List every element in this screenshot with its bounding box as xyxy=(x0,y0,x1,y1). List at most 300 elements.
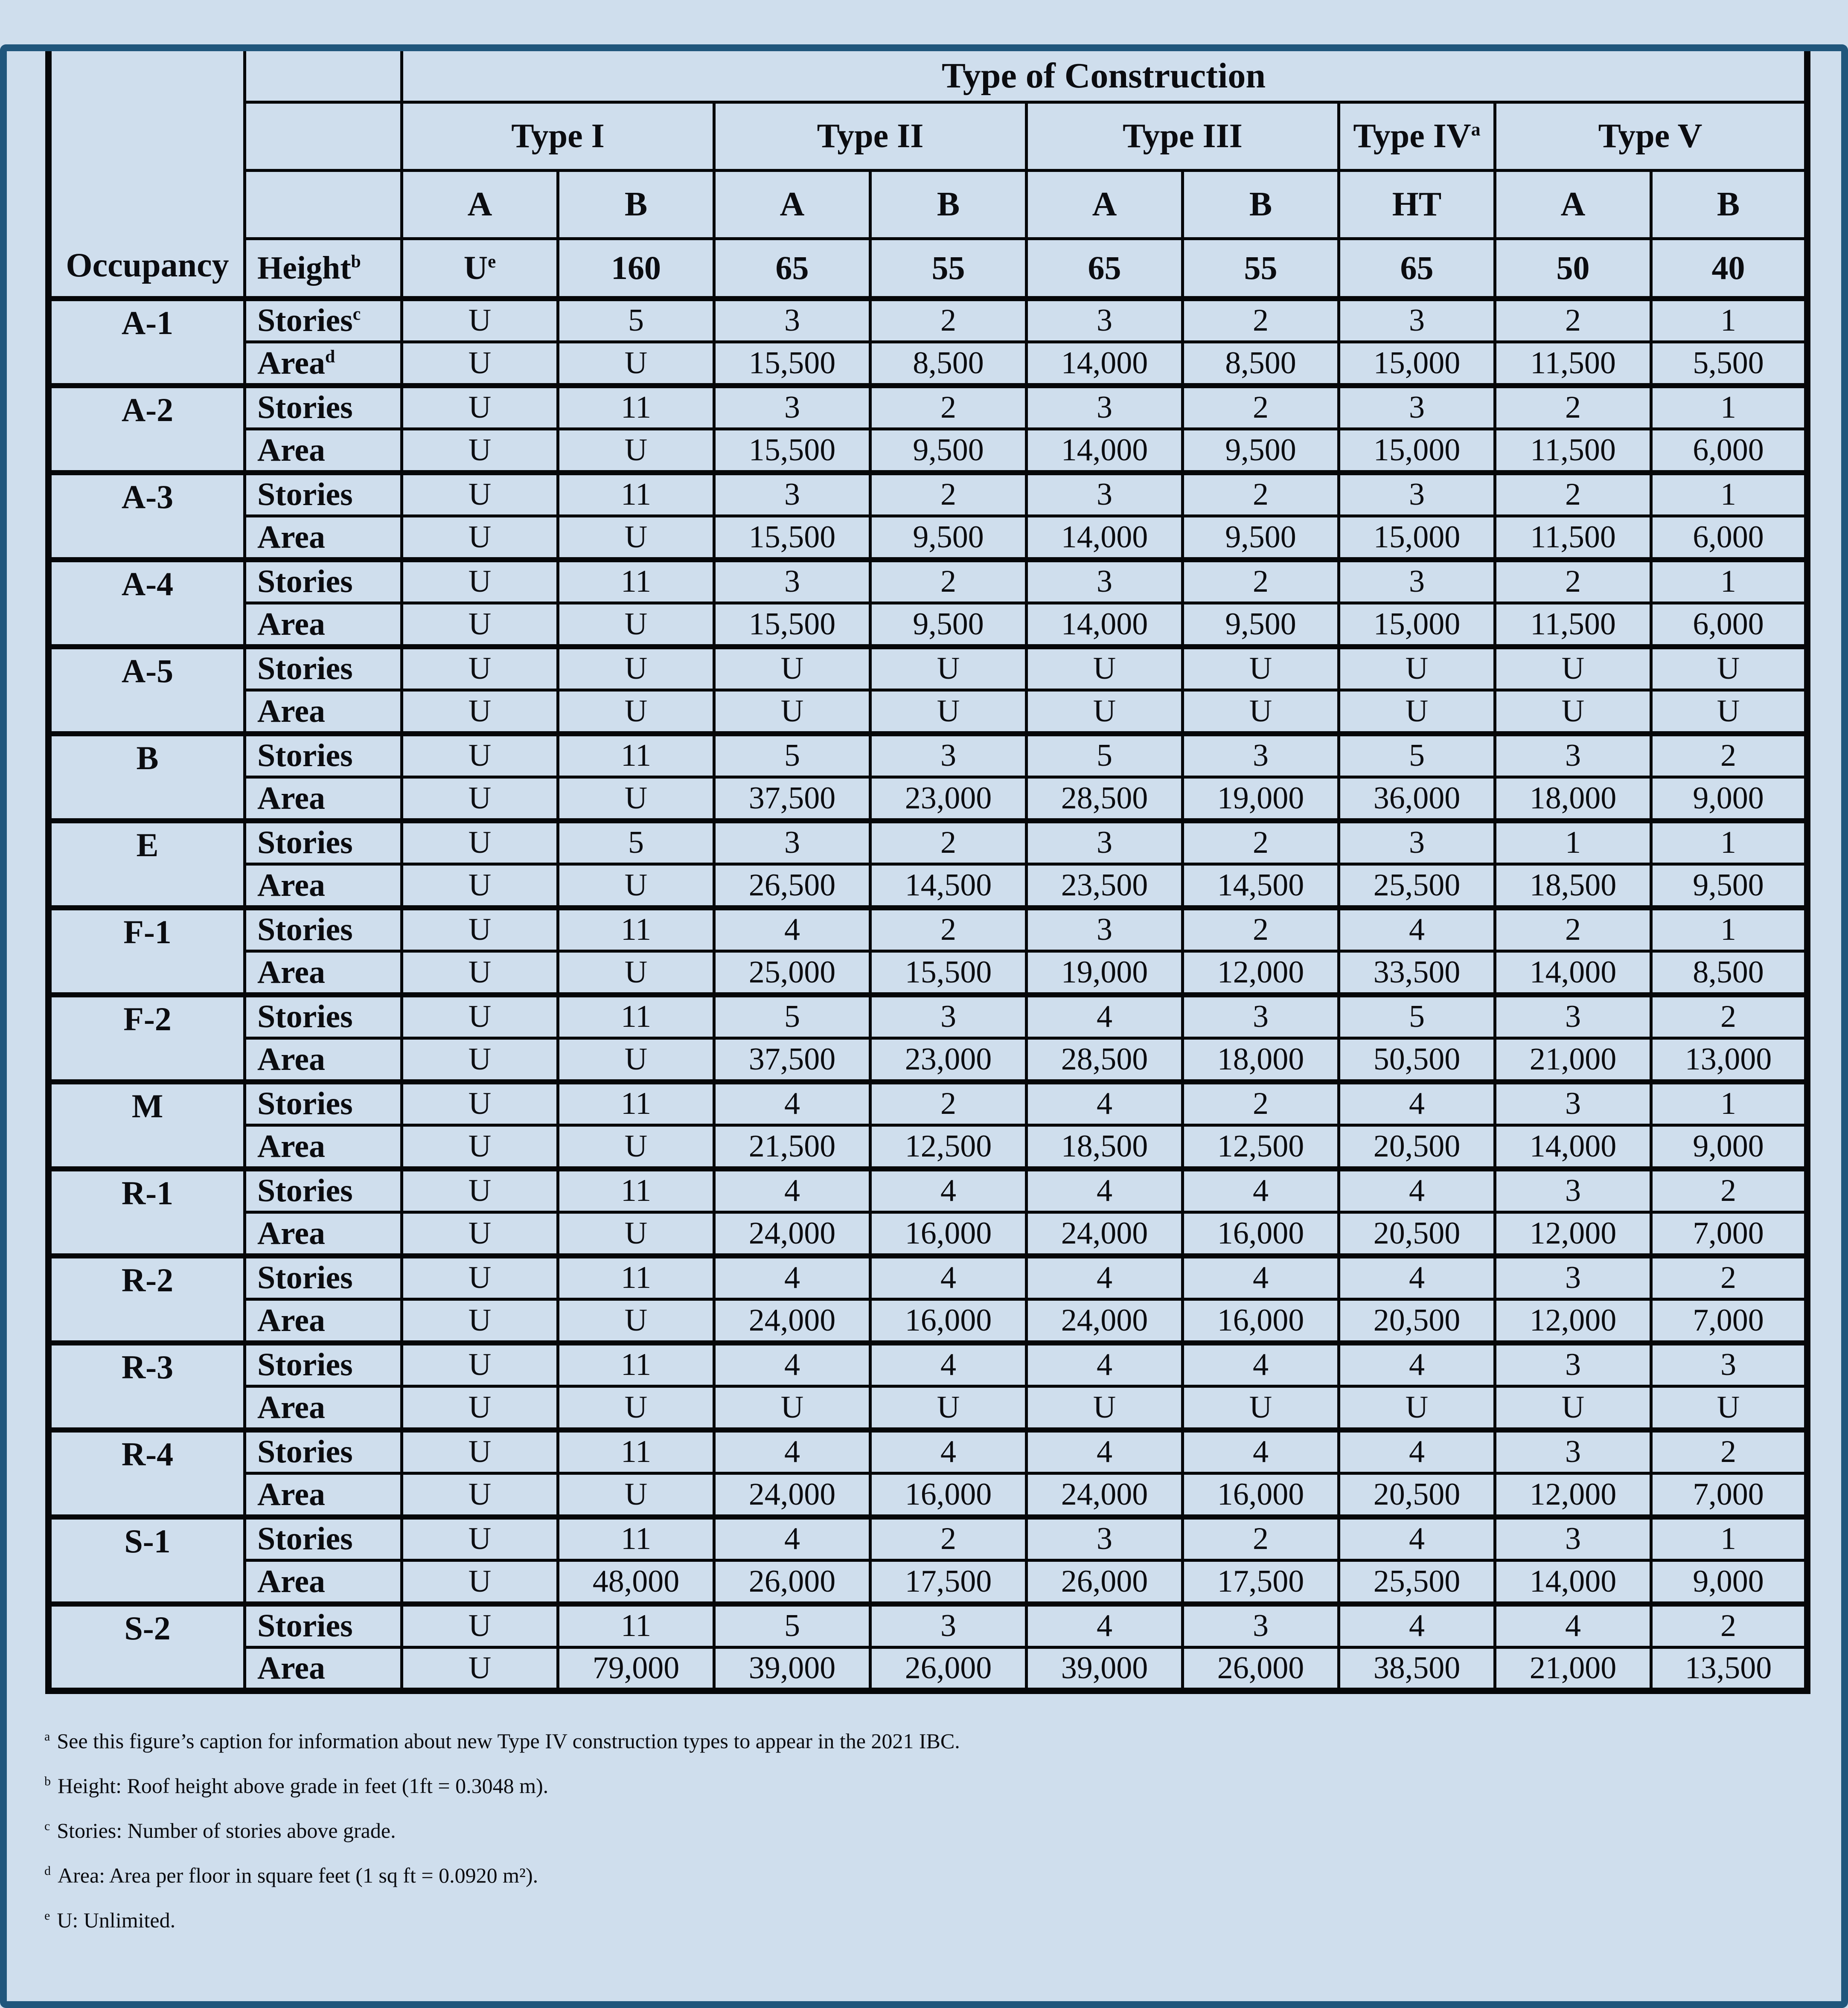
stories-cell: 4 xyxy=(1027,1082,1183,1125)
stories-cell: U xyxy=(1183,647,1339,690)
area-cell: 6,000 xyxy=(1651,516,1807,560)
stories-cell: U xyxy=(402,386,558,429)
area-cell: U xyxy=(402,1038,558,1082)
area-cell: 11,500 xyxy=(1495,603,1651,647)
type-iv-label: Type IV xyxy=(1353,117,1471,155)
area-cell: U xyxy=(870,690,1027,734)
stories-cell: 5 xyxy=(558,821,714,864)
area-cell: 9,000 xyxy=(1651,1560,1807,1604)
stories-cell: 4 xyxy=(1027,1604,1183,1648)
row-label xyxy=(245,647,402,690)
footnote-marker-d: d xyxy=(325,347,335,367)
area-cell: 18,500 xyxy=(1027,1125,1183,1169)
area-cell: 24,000 xyxy=(1027,1299,1183,1343)
row-label-text: Area xyxy=(257,1041,325,1077)
footnote-b-text: Height: Roof height above grade in feet (1ft = 0.3048 m). xyxy=(58,1774,549,1798)
stories-cell: 1 xyxy=(1651,1082,1807,1125)
area-cell: 9,000 xyxy=(1651,1125,1807,1169)
area-cell: 16,000 xyxy=(1183,1299,1339,1343)
area-cell: 39,000 xyxy=(714,1648,870,1691)
row-label-text: Area xyxy=(257,867,325,903)
stories-cell: 5 xyxy=(558,299,714,342)
stories-row-A-1 xyxy=(49,299,1807,342)
stories-cell: 3 xyxy=(1339,299,1495,342)
empty-header-cell xyxy=(245,102,402,171)
stories-row-S-1 xyxy=(49,1517,1807,1560)
stories-row-R-2 xyxy=(49,1256,1807,1299)
subtype-header: A xyxy=(402,171,558,239)
stories-cell: 5 xyxy=(1339,995,1495,1038)
stories-cell: U xyxy=(402,1169,558,1212)
area-cell: 16,000 xyxy=(870,1299,1027,1343)
area-cell: 20,500 xyxy=(1339,1299,1495,1343)
stories-cell: 2 xyxy=(1651,995,1807,1038)
area-cell: 23,000 xyxy=(870,1038,1027,1082)
stories-cell: 3 xyxy=(1495,1517,1651,1560)
stories-cell: 4 xyxy=(1027,1430,1183,1473)
height-value-cell: 160 xyxy=(558,239,714,299)
area-cell: U xyxy=(1027,690,1183,734)
area-cell: 12,000 xyxy=(1495,1299,1651,1343)
area-cell: 14,000 xyxy=(1027,429,1183,473)
area-cell: U xyxy=(558,1212,714,1256)
area-cell: U xyxy=(402,1648,558,1691)
area-cell: 8,500 xyxy=(1183,342,1339,386)
type-group-header-type-iii: Type III xyxy=(1027,102,1339,171)
area-cell: 15,500 xyxy=(714,342,870,386)
stories-cell: 3 xyxy=(1339,386,1495,429)
stories-cell: 3 xyxy=(714,473,870,516)
row-label xyxy=(245,516,402,560)
stories-row-A-5 xyxy=(49,647,1807,690)
area-cell: U xyxy=(402,777,558,821)
height-value-cell: 55 xyxy=(870,239,1027,299)
area-cell: U xyxy=(402,342,558,386)
stories-cell: U xyxy=(402,1256,558,1299)
area-row-A-1 xyxy=(49,342,1807,386)
stories-cell: 3 xyxy=(1495,995,1651,1038)
stories-cell: 2 xyxy=(1495,386,1651,429)
stories-cell: 11 xyxy=(558,1343,714,1386)
height-label: Height xyxy=(257,250,351,286)
row-label-text: Area xyxy=(257,1476,325,1512)
row-label xyxy=(245,1604,402,1648)
type-group-header-type-i: Type I xyxy=(402,102,714,171)
area-cell: 24,000 xyxy=(1027,1212,1183,1256)
stories-cell: U xyxy=(1339,647,1495,690)
stories-cell: 3 xyxy=(870,734,1027,777)
footnote-e-text: U: Unlimited. xyxy=(57,1908,176,1932)
footnote-e-marker: e xyxy=(44,1909,50,1923)
area-cell: 13,000 xyxy=(1651,1038,1807,1082)
row-label-text: Stories xyxy=(257,999,353,1035)
row-label-text: Area xyxy=(257,1128,325,1164)
stories-cell: 4 xyxy=(714,908,870,951)
area-cell: U xyxy=(1027,1386,1183,1430)
row-label xyxy=(245,473,402,516)
area-cell: 12,000 xyxy=(1495,1473,1651,1517)
stories-cell: U xyxy=(1495,647,1651,690)
row-label-text: Stories xyxy=(257,564,353,600)
height-value-cell: 55 xyxy=(1183,239,1339,299)
area-cell: U xyxy=(1651,1386,1807,1430)
stories-row-B xyxy=(49,734,1807,777)
stories-cell: U xyxy=(870,647,1027,690)
area-cell: U xyxy=(870,1386,1027,1430)
area-cell: 24,000 xyxy=(714,1473,870,1517)
area-cell: 24,000 xyxy=(714,1212,870,1256)
area-cell: 20,500 xyxy=(1339,1125,1495,1169)
row-label-text: Area xyxy=(257,519,325,555)
footnote-b-marker: b xyxy=(44,1774,51,1789)
row-label xyxy=(245,1256,402,1299)
area-cell: U xyxy=(558,951,714,995)
row-label xyxy=(245,1343,402,1386)
area-cell: U xyxy=(558,429,714,473)
area-row-R-2 xyxy=(49,1299,1807,1343)
stories-cell: 3 xyxy=(1495,1343,1651,1386)
stories-cell: 3 xyxy=(1495,1430,1651,1473)
stories-cell: 2 xyxy=(870,386,1027,429)
area-cell: 19,000 xyxy=(1027,951,1183,995)
area-cell: 26,000 xyxy=(714,1560,870,1604)
area-cell: U xyxy=(1495,690,1651,734)
row-label xyxy=(245,603,402,647)
stories-cell: U xyxy=(402,1082,558,1125)
stories-cell: 1 xyxy=(1495,821,1651,864)
type-group-header-type-v: Type V xyxy=(1495,102,1807,171)
empty-header-cell xyxy=(245,48,402,102)
stories-cell: 4 xyxy=(714,1343,870,1386)
area-cell: 16,000 xyxy=(870,1473,1027,1517)
area-cell: 9,500 xyxy=(1183,603,1339,647)
area-cell: 12,000 xyxy=(1183,951,1339,995)
stories-cell: 11 xyxy=(558,995,714,1038)
area-cell: 13,500 xyxy=(1651,1648,1807,1691)
height-value-cell: 65 xyxy=(1027,239,1183,299)
occupancy-label: B xyxy=(49,734,245,821)
area-cell: 6,000 xyxy=(1651,429,1807,473)
stories-cell: 2 xyxy=(870,299,1027,342)
footnote-a xyxy=(44,1719,1848,1764)
area-cell: 28,500 xyxy=(1027,1038,1183,1082)
stories-cell: 5 xyxy=(714,995,870,1038)
row-label-text: Stories xyxy=(257,825,353,861)
area-cell: 39,000 xyxy=(1027,1648,1183,1691)
area-cell: U xyxy=(558,864,714,908)
stories-cell: 2 xyxy=(1651,1604,1807,1648)
stories-cell: 4 xyxy=(714,1082,870,1125)
footnote-marker-b: b xyxy=(351,252,361,272)
row-label xyxy=(245,1386,402,1430)
table-body xyxy=(49,299,1807,1691)
header-row-title xyxy=(49,48,1807,102)
area-cell: 48,000 xyxy=(558,1560,714,1604)
row-label xyxy=(245,995,402,1038)
stories-cell: 1 xyxy=(1651,821,1807,864)
stories-cell: 3 xyxy=(1027,821,1183,864)
area-row-S-2 xyxy=(49,1648,1807,1691)
area-cell: U xyxy=(402,1212,558,1256)
footnote-d xyxy=(44,1853,1848,1898)
occupancy-label: F-2 xyxy=(49,995,245,1082)
stories-cell: 3 xyxy=(1027,473,1183,516)
stories-cell: 3 xyxy=(1027,1517,1183,1560)
row-label-text: Stories xyxy=(257,1086,353,1122)
area-cell: U xyxy=(558,603,714,647)
height-value-cell: 40 xyxy=(1651,239,1807,299)
stories-cell: 3 xyxy=(1183,995,1339,1038)
footnote-marker-e: e xyxy=(488,252,496,272)
area-cell: 16,000 xyxy=(1183,1473,1339,1517)
area-cell: 21,000 xyxy=(1495,1648,1651,1691)
area-cell: 23,000 xyxy=(870,777,1027,821)
stories-cell: U xyxy=(1651,647,1807,690)
area-cell: 9,500 xyxy=(870,516,1027,560)
stories-cell: 5 xyxy=(1339,734,1495,777)
area-cell: U xyxy=(1651,690,1807,734)
area-cell: U xyxy=(402,1560,558,1604)
footnote-e xyxy=(44,1898,1848,1943)
stories-cell: U xyxy=(402,1343,558,1386)
area-cell: 17,500 xyxy=(1183,1560,1339,1604)
stories-cell: 4 xyxy=(714,1430,870,1473)
row-label xyxy=(245,386,402,429)
area-cell: 14,000 xyxy=(1027,516,1183,560)
stories-cell: 3 xyxy=(1027,908,1183,951)
table-header xyxy=(49,48,1807,299)
row-label-text: Stories xyxy=(257,1608,353,1644)
stories-cell: 2 xyxy=(1183,299,1339,342)
area-cell: 11,500 xyxy=(1495,342,1651,386)
stories-cell: 3 xyxy=(1495,734,1651,777)
area-cell: 9,500 xyxy=(870,429,1027,473)
area-cell: 26,000 xyxy=(1183,1648,1339,1691)
area-row-A-5 xyxy=(49,690,1807,734)
stories-cell: U xyxy=(402,560,558,603)
area-cell: U xyxy=(558,777,714,821)
occupancy-label: R-3 xyxy=(49,1343,245,1430)
stories-cell: 2 xyxy=(870,1082,1027,1125)
area-cell: U xyxy=(558,690,714,734)
area-cell: U xyxy=(402,1473,558,1517)
stories-cell: U xyxy=(402,821,558,864)
stories-cell: 2 xyxy=(1651,734,1807,777)
area-cell: U xyxy=(402,1299,558,1343)
row-label xyxy=(245,1082,402,1125)
area-cell: 14,500 xyxy=(870,864,1027,908)
stories-cell: U xyxy=(402,995,558,1038)
stories-cell: 4 xyxy=(1339,1256,1495,1299)
stories-cell: 4 xyxy=(1495,1604,1651,1648)
subtype-header: B xyxy=(558,171,714,239)
stories-cell: 2 xyxy=(1495,473,1651,516)
stories-cell: 1 xyxy=(1651,560,1807,603)
stories-cell: 11 xyxy=(558,1082,714,1125)
area-cell: 14,000 xyxy=(1495,1560,1651,1604)
row-label xyxy=(245,560,402,603)
stories-cell: 4 xyxy=(1027,1169,1183,1212)
stories-cell: 3 xyxy=(1027,560,1183,603)
occupancy-label: R-2 xyxy=(49,1256,245,1343)
area-row-A-2 xyxy=(49,429,1807,473)
area-row-R-3 xyxy=(49,1386,1807,1430)
stories-row-A-3 xyxy=(49,473,1807,516)
stories-cell: 5 xyxy=(714,734,870,777)
heights-and-areas-table xyxy=(45,44,1810,1694)
stories-cell: 2 xyxy=(1495,560,1651,603)
stories-cell: 3 xyxy=(1339,821,1495,864)
row-label xyxy=(245,1212,402,1256)
stories-cell: U xyxy=(402,734,558,777)
row-label-text: Area xyxy=(257,1650,325,1686)
row-label-text: Area xyxy=(257,1215,325,1251)
stories-cell: 4 xyxy=(1027,1256,1183,1299)
area-cell: 11,500 xyxy=(1495,429,1651,473)
stories-cell: 4 xyxy=(870,1256,1027,1299)
row-label-text: Area xyxy=(257,780,325,816)
area-cell: 15,500 xyxy=(714,603,870,647)
footnote-a-text: See this figure’s caption for information about new Type IV construction types to appear in the 2021 IBC. xyxy=(57,1729,960,1753)
row-label-text: Area xyxy=(257,1563,325,1599)
header-row-height xyxy=(49,239,1807,299)
stories-cell: 2 xyxy=(1183,386,1339,429)
footnote-c-text: Stories: Number of stories above grade. xyxy=(57,1819,396,1842)
row-label xyxy=(245,1560,402,1604)
area-cell: 15,000 xyxy=(1339,429,1495,473)
stories-cell: 4 xyxy=(1339,908,1495,951)
row-label-text: Stories xyxy=(257,1347,353,1383)
area-cell: 28,500 xyxy=(1027,777,1183,821)
area-row-A-3 xyxy=(49,516,1807,560)
occupancy-label: M xyxy=(49,1082,245,1169)
stories-cell: 3 xyxy=(714,386,870,429)
area-cell: 8,500 xyxy=(870,342,1027,386)
row-label-text: Area xyxy=(257,1389,325,1425)
stories-cell: 2 xyxy=(870,908,1027,951)
stories-cell: 4 xyxy=(1183,1256,1339,1299)
row-label-text: Stories xyxy=(257,912,353,948)
stories-cell: 4 xyxy=(1339,1082,1495,1125)
area-cell: 33,500 xyxy=(1339,951,1495,995)
stories-cell: U xyxy=(714,647,870,690)
area-cell: 25,500 xyxy=(1339,1560,1495,1604)
area-cell: 15,500 xyxy=(714,516,870,560)
area-cell: U xyxy=(402,516,558,560)
area-cell: U xyxy=(402,864,558,908)
stories-cell: 1 xyxy=(1651,1517,1807,1560)
occupancy-label: A-3 xyxy=(49,473,245,560)
area-cell: 38,500 xyxy=(1339,1648,1495,1691)
stories-cell: 2 xyxy=(1495,908,1651,951)
height-unlimited: U xyxy=(463,249,488,287)
empty-header-cell xyxy=(245,171,402,239)
area-cell: 7,000 xyxy=(1651,1473,1807,1517)
stories-cell: 2 xyxy=(1183,821,1339,864)
row-label xyxy=(245,690,402,734)
height-value-cell: 50 xyxy=(1495,239,1651,299)
stories-cell: 2 xyxy=(1183,473,1339,516)
subtype-header: A xyxy=(1027,171,1183,239)
area-cell: 16,000 xyxy=(1183,1212,1339,1256)
footnote-c-marker: c xyxy=(44,1819,50,1834)
stories-cell: 3 xyxy=(714,821,870,864)
stories-cell: 4 xyxy=(870,1169,1027,1212)
stories-cell: 11 xyxy=(558,1256,714,1299)
area-cell: 15,000 xyxy=(1339,342,1495,386)
area-cell: 5,500 xyxy=(1651,342,1807,386)
stories-cell: 4 xyxy=(870,1343,1027,1386)
area-cell: 26,500 xyxy=(714,864,870,908)
row-label xyxy=(245,734,402,777)
area-cell: U xyxy=(558,1473,714,1517)
page xyxy=(0,44,1848,2008)
area-row-S-1 xyxy=(49,1560,1807,1604)
area-cell: 21,000 xyxy=(1495,1038,1651,1082)
row-label xyxy=(245,1299,402,1343)
stories-row-M xyxy=(49,1082,1807,1125)
type-group-header-type-iv xyxy=(1339,102,1495,171)
row-label-text: Stories xyxy=(257,651,353,687)
area-cell: 6,000 xyxy=(1651,603,1807,647)
area-cell: 9,500 xyxy=(1183,516,1339,560)
stories-cell: 3 xyxy=(870,1604,1027,1648)
area-cell: U xyxy=(714,1386,870,1430)
stories-cell: 11 xyxy=(558,908,714,951)
area-cell: 12,500 xyxy=(1183,1125,1339,1169)
area-cell: 14,500 xyxy=(1183,864,1339,908)
footnote-marker-a: a xyxy=(1471,119,1481,140)
stories-cell: 2 xyxy=(1651,1169,1807,1212)
area-cell: 14,000 xyxy=(1495,1125,1651,1169)
stories-cell: U xyxy=(1027,647,1183,690)
stories-cell: 2 xyxy=(1183,1082,1339,1125)
area-cell: 9,500 xyxy=(1651,864,1807,908)
stories-cell: 1 xyxy=(1651,299,1807,342)
row-label xyxy=(245,342,402,386)
occupancy-label: E xyxy=(49,821,245,908)
area-cell: 8,500 xyxy=(1651,951,1807,995)
area-cell: 12,000 xyxy=(1495,1212,1651,1256)
header-row-type-groups xyxy=(49,102,1807,171)
area-cell: U xyxy=(558,1299,714,1343)
area-row-A-4 xyxy=(49,603,1807,647)
occupancy-label: A-5 xyxy=(49,647,245,734)
stories-cell: 2 xyxy=(870,473,1027,516)
stories-cell: 3 xyxy=(714,560,870,603)
row-label-text: Area xyxy=(257,954,325,990)
occupancy-label: F-1 xyxy=(49,908,245,995)
stories-cell: 11 xyxy=(558,1169,714,1212)
occupancy-label: S-1 xyxy=(49,1517,245,1604)
stories-cell: U xyxy=(402,1430,558,1473)
area-cell: 14,000 xyxy=(1027,342,1183,386)
stories-cell: 4 xyxy=(1339,1169,1495,1212)
row-label xyxy=(245,299,402,342)
row-label-text: Stories xyxy=(257,1521,353,1557)
row-label-text: Stories xyxy=(257,1173,353,1209)
stories-cell: 4 xyxy=(714,1169,870,1212)
stories-row-F-2 xyxy=(49,995,1807,1038)
area-cell: U xyxy=(1183,1386,1339,1430)
stories-cell: 3 xyxy=(1183,1604,1339,1648)
subtype-header: A xyxy=(714,171,870,239)
subtype-header: B xyxy=(1651,171,1807,239)
area-cell: 26,000 xyxy=(870,1648,1027,1691)
stories-cell: 3 xyxy=(1027,386,1183,429)
row-label-text: Area xyxy=(257,693,325,729)
row-label xyxy=(245,1430,402,1473)
